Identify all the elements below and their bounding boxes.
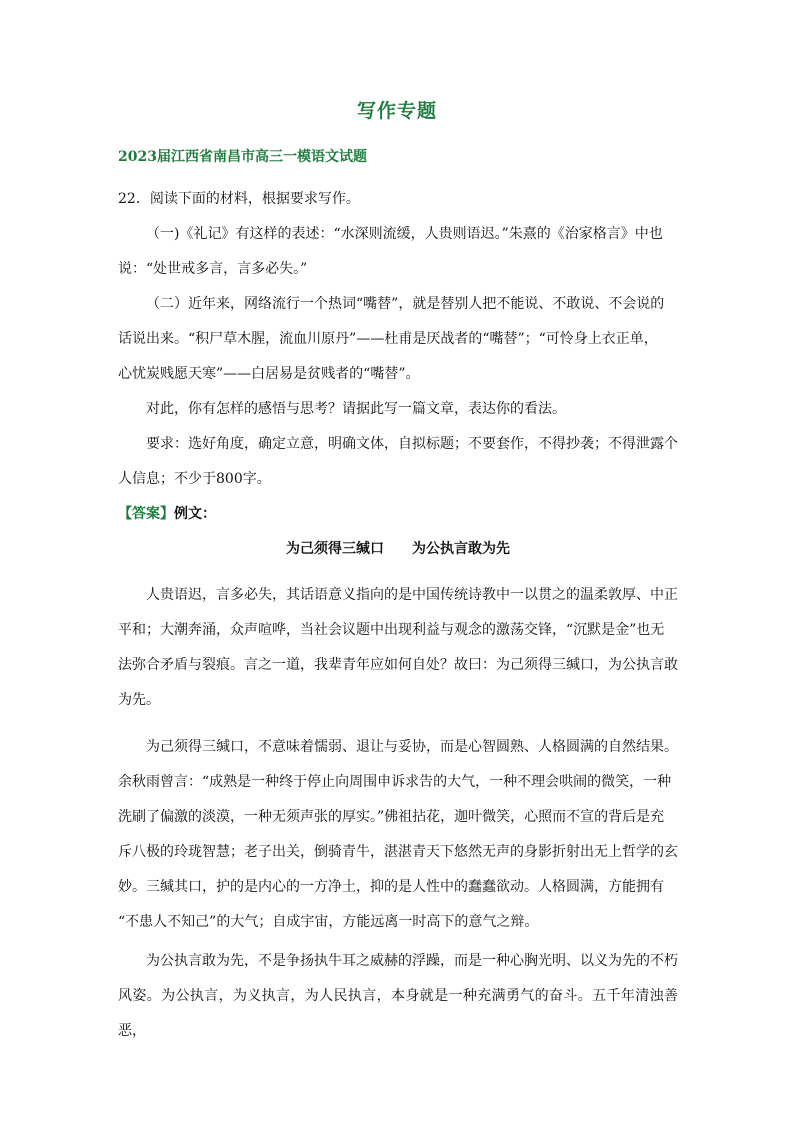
essay-line: 人贵语迟，言多必失，其话语意义指向的是中国传统诗教中一以贯之的温柔敦厚、中正 bbox=[146, 587, 678, 603]
question-intro: 22．阅读下面的材料，根据要求写作。 bbox=[118, 191, 360, 207]
exam-source: 2023届江西省南昌市高三一模语文试题 bbox=[118, 149, 367, 165]
example-label: 例文： bbox=[174, 506, 216, 522]
material-2-line: 话说出来。“积尸草木腥，流血川原丹”——杜甫是厌战者的“嘴替”；“可怜身上衣正单， bbox=[118, 331, 658, 347]
essay-line: “不患人不知己”的大气；自成宇宙，方能远离一时高下的意气之辩。 bbox=[118, 914, 539, 930]
essay-title: 为己须得三缄口 为公执言敢为先 bbox=[286, 541, 510, 557]
question-block bbox=[118, 182, 678, 567]
requirement-line: 人信息；不少于800字。 bbox=[118, 471, 271, 487]
material-1-line: 说：“处世戒多言，言多必失。” bbox=[118, 261, 308, 277]
material-2-line: 心忧炭贱愿天寒”——白居易是贫贱者的“嘴替”。 bbox=[118, 366, 420, 382]
page-title: 写作专题 bbox=[356, 100, 437, 122]
essay-line: 平和；大潮奔涌，众声喧哗，当社会议题中出现利益与观念的激荡交锋，“沉默是金”也无 bbox=[118, 622, 665, 638]
answer-header bbox=[118, 497, 678, 532]
essay-line: 余秋雨曾言：“成熟是一种终于停止向周围申诉求告的大气，一种不理会哄闹的微笑，一种 bbox=[118, 774, 672, 790]
essay-line: 妙。三缄其口，护的是内心的一方净土，抑的是人性中的蠢蠢欲动。人格圆满，方能拥有 bbox=[118, 879, 664, 895]
essay-paragraph-2 bbox=[118, 730, 678, 940]
essay-line: 为公执言敢为先，不是争扬执牛耳之威赫的浮躁，而是一种心胸光明、以义为先的不朽 bbox=[146, 953, 678, 969]
material-1-line: （一)《礼记》有这样的表述：“水深则流缓，人贵则语迟。”朱熹的《治家格言》中也 bbox=[146, 226, 663, 242]
essay-line: 为己须得三缄口，不意味着懦弱、退让与妥协，而是心智圆熟、人格圆满的自然结果。 bbox=[146, 739, 678, 755]
answer-tag: 【答案】 bbox=[118, 506, 174, 522]
requirement-line: 要求：选好角度，确定立意，明确文体，自拟标题；不要套作，不得抄袭；不得泄露个 bbox=[146, 436, 678, 452]
essay-line: 洗刷了偏激的淡漠，一种无须声张的厚实。”佛祖拈花，迦叶微笑，心照而不宣的背后是充 bbox=[118, 809, 665, 825]
essay-paragraph-3 bbox=[118, 944, 678, 1049]
essay-line: 斥八极的玲珑智慧；老子出关，倒骑青牛，湛湛青天下悠然无声的身影折射出无上哲学的玄 bbox=[118, 844, 678, 860]
essay-paragraph-1 bbox=[118, 578, 678, 718]
essay-line: 法弥合矛盾与裂痕。言之一道，我辈青年应如何自处？故曰：为己须得三缄口，为公执言敢 bbox=[118, 657, 678, 673]
essay-line: 为先。 bbox=[118, 692, 160, 708]
material-2-line: （二）近年来，网络流行一个热词“嘴替”，就是替别人把不能说、不敢说、不会说的 bbox=[146, 296, 665, 312]
essay-line: 风姿。为公执言，为义执言，为人民执言，本身就是一种充满勇气的奋斗。五千年清浊善恶， bbox=[118, 988, 678, 1039]
writing-prompt: 对此，你有怎样的感悟与思考？请据此写一篇文章，表达你的看法。 bbox=[146, 401, 566, 417]
